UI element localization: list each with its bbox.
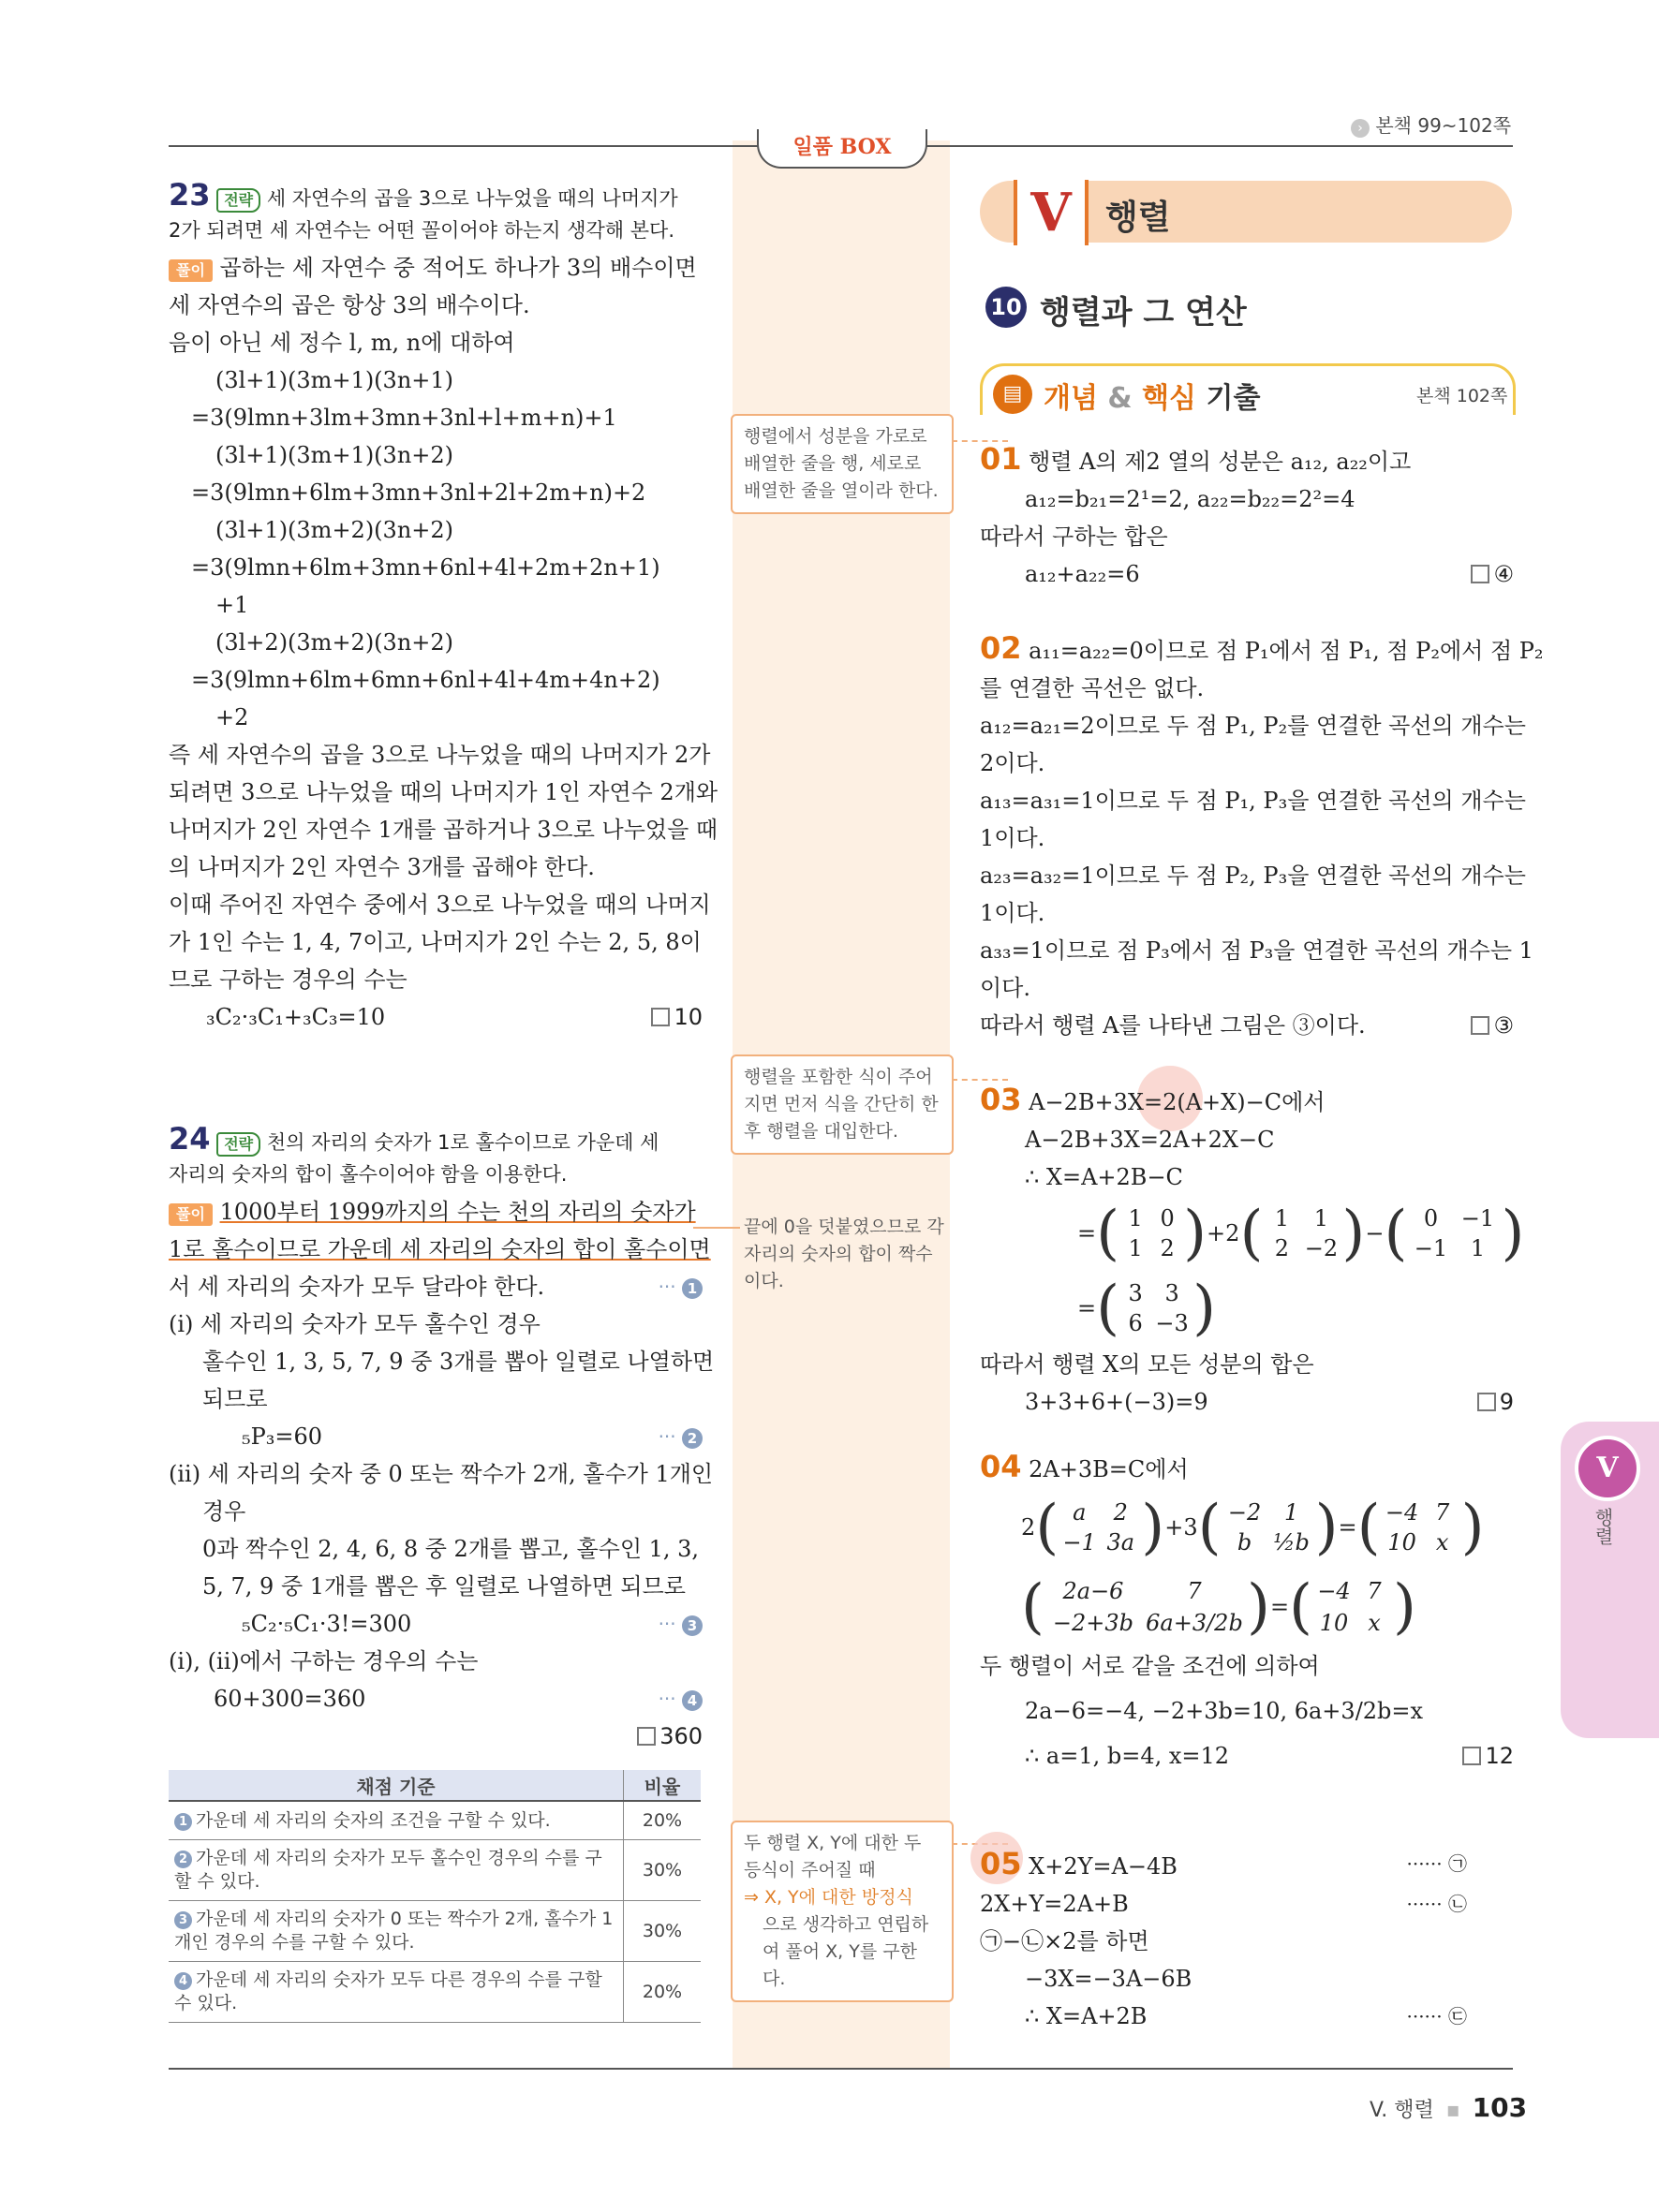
- table-row: [169, 1840, 701, 1901]
- table-row: [169, 1962, 701, 2023]
- q23-line: =3(9lmn+6lm+6mn+6nl+4l+4m+4n+2): [191, 667, 660, 693]
- note-line: 행렬에서 성분을 가로로: [744, 426, 927, 447]
- q24-solution-tag: 풀이: [169, 1203, 213, 1226]
- q23-number: 23: [169, 177, 211, 213]
- q23-line: =3(9lmn+3lm+3mn+3nl+l+m+n)+1: [191, 405, 617, 431]
- q04-matrix-line: 2 ( a 2 −1 3a ) +3 ( −2 1 b ½b ) = ( −4 7 10 x ): [1021, 1493, 1485, 1562]
- q01-answer-value: ④: [1493, 561, 1514, 587]
- q03-matrix-result: 3 3 6 −3: [1128, 1280, 1189, 1336]
- q24-answer: [169, 1718, 703, 1755]
- note-box-system: [731, 1821, 954, 2002]
- q23-strategy-line-2: 2가 되려면 세 자연수는 어떤 꼴이어야 하는지 생각해 본다.: [169, 219, 675, 242]
- note-line: 배열한 줄을 행, 세로로: [744, 453, 922, 474]
- criteria-number-icon: 4: [174, 1972, 192, 1990]
- q23-line: 의 나머지가 2인 자연수 3개를 곱해야 한다.: [169, 854, 595, 880]
- note-line: 지면 먼저 식을 간단히 한: [744, 1094, 939, 1114]
- note-line: 이다.: [744, 1271, 784, 1291]
- q03-line: [980, 1081, 1514, 1121]
- q04-answer-value: 12: [1485, 1743, 1514, 1769]
- q24-marker-3: ··· 3: [659, 1605, 703, 1643]
- note-line: 등식이 주어질 때: [744, 1860, 876, 1880]
- q02-line-text: a₁₁=a₂₂=0이므로 점 P₁에서 점 P₁, 점 P₂에서 점 P₂: [1029, 638, 1544, 664]
- q04-line: [980, 1448, 1514, 1488]
- criteria-number-icon: 1: [174, 1813, 192, 1831]
- q03-line: [980, 1383, 1514, 1421]
- q23-line: 가 1인 수는 1, 4, 7이고, 나머지가 2인 수는 2, 5, 8이: [169, 929, 702, 955]
- q04-number: 04: [980, 1449, 1022, 1484]
- table-row: [169, 1801, 701, 1840]
- q24-strategy-line-2: 자리의 숫자의 합이 홀수이어야 함을 이용한다.: [169, 1163, 568, 1186]
- q04-line-text: ∴ a=1, b=4, x=12: [1025, 1743, 1230, 1769]
- q02-number: 02: [980, 630, 1022, 666]
- note-connector: [693, 1227, 740, 1229]
- q23-line: 즉 세 자연수의 곱을 3으로 나누었을 때의 나머지가 2가: [169, 742, 711, 768]
- criteria-text: 가운데 세 자리의 숫자가 모두 홀수인 경우의 수를 구할 수 있다.: [174, 1848, 602, 1892]
- q23-line: (3l+2)(3m+2)(3n+2): [215, 629, 454, 656]
- q24-line-text: ₅P₃=60: [242, 1423, 323, 1450]
- q23-line: (3l+1)(3m+1)(3n+1): [215, 367, 454, 393]
- ratio-header: 비율: [624, 1770, 702, 1801]
- q04-matrix-rhs: −4 7 10 x: [1317, 1578, 1382, 1636]
- step-marker-icon: 1: [682, 1278, 703, 1299]
- q04-line: 2a−6=−4, −2+3b=10, 6a+3/2b=x: [1025, 1698, 1424, 1724]
- q24-line: 1로 홀수이므로 가운데 세 자리의 숫자의 합이 홀수이면: [169, 1236, 711, 1262]
- q05-label: ······ ㉢: [1406, 2005, 1467, 2028]
- concept-word-3: 기출: [1206, 382, 1261, 415]
- q24-strategy-tag: 전략: [216, 1132, 260, 1157]
- q02-line: a₁₃=a₃₁=1이므로 두 점 P₁, P₃을 연결한 곡선의 개수는: [980, 788, 1526, 814]
- q23-line: 이때 주어진 자연수 중에서 3으로 나누었을 때의 나머지: [169, 892, 711, 918]
- q23-line-text: 곱하는 세 자연수 중 적어도 하나가 3의 배수이면: [219, 255, 697, 281]
- q23-solution-tag: 풀이: [169, 259, 213, 282]
- q24-line: [169, 1418, 703, 1455]
- q04-answer: [1462, 1737, 1514, 1775]
- q02-line: a₂₃=a₃₂=1이므로 두 점 P₂, P₃을 연결한 곡선의 개수는: [980, 863, 1526, 889]
- table-row: [169, 1901, 701, 1962]
- footer-chapter: V. 행렬: [1370, 2099, 1434, 2122]
- q03-matrix-line: = ( 1 0 1 2 ) +2 ( 1 1 2 −2 ) − ( 0 −1 −1 1 ): [1077, 1199, 1525, 1268]
- q24-marker-2: ··· 2: [659, 1418, 703, 1455]
- q23-line: 세 자연수의 곱은 항상 3의 배수이다.: [169, 292, 530, 318]
- q24-answer-value: 360: [659, 1723, 703, 1749]
- q23-strategy-text-1: 세 자연수의 곱을 3으로 나누었을 때의 나머지가: [266, 187, 678, 210]
- q23-final-line: [169, 998, 703, 1036]
- q02-line-text: 따라서 행렬 A를 나타낸 그림은 ③이다.: [980, 1012, 1366, 1039]
- ilpum-box-tab: [757, 129, 927, 169]
- criteria-pct: 20%: [624, 1962, 702, 2023]
- note-line: 으로 생각하고 연립하: [763, 1914, 929, 1935]
- q03-result-matrix-line: = ( 3 3 6 −3 ): [1077, 1274, 1217, 1343]
- note-line: 끝에 0을 덧붙였으므로 각: [744, 1217, 944, 1237]
- footer: [1370, 2092, 1527, 2123]
- q24-line-text: 1000부터 1999까지의 수는 천의 자리의 숫자가: [219, 1199, 696, 1225]
- q23-line: +1: [215, 592, 249, 618]
- q24-line-text: 60+300=360: [214, 1686, 366, 1712]
- q01-line-text: a₁₂+a₂₂=6: [1025, 561, 1140, 587]
- book-reference: [1351, 111, 1511, 138]
- q23-final-expression: ₃C₂·₃C₁+₃C₃=10: [206, 1004, 386, 1030]
- book-reference-text: 본책 99~102쪽: [1375, 114, 1512, 137]
- note-line: 다.: [763, 1969, 786, 1989]
- note-line: 행렬을 포함한 식이 주어: [744, 1067, 933, 1087]
- q05-line-text: X+2Y=A−4B: [1029, 1853, 1178, 1880]
- q05-line: [980, 1845, 1514, 1885]
- q04-matrix-3: −4 7 10 x: [1385, 1499, 1450, 1556]
- section-title: 행렬과 그 연산: [1040, 294, 1247, 332]
- q02-line: 2이다.: [980, 750, 1045, 776]
- answer-box-icon: [651, 1008, 670, 1026]
- concept-word-1: 개념: [1044, 382, 1098, 415]
- q23-line: (3l+1)(3m+2)(3n+2): [215, 517, 454, 543]
- q04-combined-matrix-line: ( 2a−6 7 −2+3b 6a+3/2b ) = ( −4 7 10 x ): [1021, 1572, 1416, 1642]
- q24-strategy-text-1: 천의 자리의 숫자가 1로 홀수이므로 가운데 세: [266, 1131, 659, 1154]
- q03-line-text: A−2B+3X=2(A+X)−C에서: [1029, 1089, 1326, 1115]
- q24-marker-4: ··· 4: [659, 1680, 703, 1718]
- q02-answer-value: ③: [1493, 1012, 1514, 1039]
- q23-line: 되려면 3으로 나누었을 때의 나머지가 1인 자연수 2개와: [169, 779, 718, 805]
- q24-number: 24: [169, 1121, 211, 1157]
- chapter-roman: V: [1014, 180, 1089, 245]
- q24-line-text: ₅C₂·₅C₁·3!=300: [242, 1611, 412, 1637]
- section-number: 10: [985, 287, 1027, 328]
- q05-line-text: 2X+Y=2A+B: [980, 1891, 1129, 1917]
- q02-line: [980, 629, 1544, 670]
- q24-line: (i), (ii)에서 구하는 경우의 수는: [169, 1648, 479, 1674]
- q04-matrix-1: a 2 −1 3a: [1062, 1499, 1135, 1556]
- q23-line: +2: [215, 704, 249, 730]
- q24-line: 경우: [202, 1498, 246, 1525]
- side-chapter-label: 행렬: [1592, 1508, 1614, 1545]
- concept-word-2: 핵심: [1142, 382, 1197, 415]
- question-02: [980, 629, 1544, 1044]
- q24-line-text: 서 세 자리의 숫자가 모두 달라야 한다.: [169, 1274, 545, 1300]
- q24-line: [169, 1680, 703, 1718]
- answer-box-icon: [1471, 565, 1489, 583]
- concept-reference: 본책 102쪽: [1416, 386, 1508, 406]
- grading-criteria-table: [169, 1770, 701, 2023]
- q01-line: [980, 555, 1514, 593]
- q02-answer: [1471, 1007, 1514, 1044]
- concept-amp: &: [1107, 382, 1133, 415]
- note-line: 여 풀어 X, Y를 구한: [763, 1941, 917, 1962]
- criteria-pct: 30%: [624, 1901, 702, 1962]
- criteria-number-icon: 2: [174, 1851, 192, 1868]
- q24-line: 5, 7, 9 중 1개를 뽑은 후 일렬로 나열하면 되므로: [202, 1573, 686, 1600]
- q03-answer-value: 9: [1499, 1389, 1514, 1415]
- q05-line: [980, 1998, 1514, 2035]
- criteria-text: 가운데 세 자리의 숫자의 조건을 구할 수 있다.: [196, 1809, 551, 1831]
- q02-line: a₃₃=1이므로 점 P₃에서 점 P₃을 연결한 곡선의 개수는 1: [980, 937, 1533, 964]
- question-24: [169, 1120, 715, 1755]
- q23-line: 음이 아닌 세 정수 l, m, n에 대하여: [169, 330, 515, 356]
- question-23: [169, 176, 718, 1036]
- q23-line: =3(9lmn+6lm+3mn+3nl+2l+2m+n)+2: [191, 479, 646, 506]
- page-number: 103: [1472, 2092, 1528, 2123]
- bottom-rule: [169, 2068, 1513, 2070]
- question-05: [980, 1845, 1514, 2035]
- note-box-rows-columns: [731, 414, 954, 514]
- criteria-text: 가운데 세 자리의 숫자가 모두 다른 경우의 수를 구할 수 있다.: [174, 1969, 602, 2013]
- q24-line: [169, 1268, 703, 1305]
- q23-line: [169, 249, 703, 287]
- criteria-pct: 20%: [624, 1801, 702, 1840]
- q01-line: a₁₂=b₂₁=2¹=2, a₂₂=b₂₂=2²=4: [1025, 486, 1355, 512]
- q05-line: [980, 1885, 1514, 1923]
- criteria-header: 채점 기준: [169, 1770, 624, 1801]
- step-marker-icon: 2: [682, 1428, 703, 1449]
- question-04: [980, 1448, 1514, 1775]
- note-line: 두 행렬 X, Y에 대한 두: [744, 1833, 922, 1853]
- arrow-circle-icon: ›: [1351, 119, 1370, 138]
- q01-number: 01: [980, 441, 1022, 477]
- q23-line: =3(9lmn+6lm+3mn+6nl+4l+2m+2n+1): [191, 554, 660, 581]
- q03-matrix-2: 1 1 2 −2: [1274, 1205, 1339, 1261]
- q02-line: 1이다.: [980, 900, 1045, 926]
- q03-matrix-1: 1 0 1 2: [1128, 1205, 1175, 1261]
- chapter-title: 행렬: [1105, 199, 1171, 237]
- criteria-pct: 30%: [624, 1840, 702, 1901]
- question-03: [980, 1081, 1525, 1421]
- q05-line: ㉠−㉡×2를 하면: [980, 1928, 1149, 1954]
- q05-number: 05: [980, 1846, 1022, 1881]
- q03-number: 03: [980, 1082, 1022, 1117]
- q23-line: 므로 구하는 경우의 수는: [169, 966, 407, 993]
- concept-heading: [1044, 375, 1260, 416]
- q24-line: 0과 짝수인 2, 4, 6, 8 중 2개를 뽑고, 홀수인 1, 3,: [202, 1536, 700, 1562]
- q01-answer: [1471, 555, 1514, 593]
- q05-line-text: ∴ X=A+2B: [1025, 2003, 1148, 2029]
- question-01: [980, 440, 1514, 593]
- footer-separator: ▪: [1445, 2099, 1460, 2122]
- q02-line: a₁₂=a₂₁=2이므로 두 점 P₁, P₂를 연결한 곡선의 개수는: [980, 713, 1526, 739]
- q23-line: 나머지가 2인 자연수 1개를 곱하거나 3으로 나누었을 때: [169, 817, 718, 843]
- q02-line: 이다.: [980, 975, 1030, 1001]
- q04-matrix-2: −2 1 b ½b: [1227, 1499, 1310, 1556]
- q03-matrix-3: 0 −1 −1 1: [1414, 1205, 1495, 1261]
- note-box-simplify: [731, 1054, 954, 1155]
- q01-line: 따라서 구하는 합은: [980, 524, 1168, 550]
- q24-line: 홀수인 1, 3, 5, 7, 9 중 3개를 뽑아 일렬로 나열하면: [202, 1349, 715, 1375]
- q01-line-text: 행렬 A의 제2 열의 성분은 a₁₂, a₂₂이고: [1029, 449, 1412, 475]
- note-zero-appended: [744, 1214, 950, 1295]
- ilpum-box-label: 일품 BOX: [792, 135, 892, 159]
- note-line: 배열한 줄을 열이라 한다.: [744, 480, 939, 501]
- q03-line: 따라서 행렬 X의 모든 성분의 합은: [980, 1351, 1314, 1378]
- step-marker-icon: 4: [682, 1690, 703, 1711]
- note-line: 자리의 숫자의 합이 짝수: [744, 1244, 933, 1264]
- q23-answer: [651, 998, 703, 1036]
- step-marker-icon: 3: [682, 1615, 703, 1636]
- note-line: 후 행렬을 대입한다.: [744, 1121, 898, 1142]
- answer-box-icon: [1462, 1747, 1481, 1765]
- q24-line: 되므로: [202, 1386, 268, 1412]
- q02-line: 를 연결한 곡선은 없다.: [980, 675, 1205, 701]
- q24-marker-1: ··· 1: [659, 1268, 703, 1305]
- answer-box-icon: [1477, 1393, 1496, 1411]
- q01-line: [980, 440, 1514, 480]
- q05-label: ······ ㉡: [1406, 1893, 1467, 1915]
- q02-line: [980, 1007, 1514, 1044]
- q03-line: ∴ X=A+2B−C: [1025, 1164, 1183, 1190]
- answer-box-icon: [1471, 1016, 1489, 1035]
- book-icon: ▤: [993, 375, 1032, 414]
- side-chapter-roman: V: [1575, 1436, 1640, 1501]
- q24-line: (ii) 세 자리의 숫자 중 0 또는 짝수가 2개, 홀수가 1개인: [169, 1461, 714, 1487]
- q05-label: ······ ㉠: [1406, 1852, 1467, 1875]
- note-line: ⇒ X, Y에 대한 방정식: [744, 1887, 913, 1908]
- q04-line: [980, 1737, 1514, 1775]
- q05-line: −3X=−3A−6B: [1025, 1966, 1192, 1992]
- q24-line: [169, 1193, 703, 1231]
- q24-line: [169, 1605, 703, 1643]
- q02-line: 1이다.: [980, 825, 1045, 851]
- criteria-number-icon: 3: [174, 1911, 192, 1929]
- criteria-text: 가운데 세 자리의 숫자가 0 또는 짝수가 2개, 홀수가 1개인 경우의 수를 구할 수 있다.: [174, 1909, 614, 1953]
- q23-strategy-tag: 전략: [216, 188, 260, 213]
- q03-line: A−2B+3X=2A+2X−C: [1025, 1127, 1275, 1153]
- q23-answer-value: 10: [674, 1004, 703, 1030]
- q03-answer: [1477, 1383, 1514, 1421]
- q23-line: (3l+1)(3m+1)(3n+2): [215, 442, 454, 468]
- q04-line: 두 행렬이 서로 같을 조건에 의하여: [980, 1653, 1320, 1679]
- q04-line-text: 2A+3B=C에서: [1029, 1456, 1189, 1482]
- q24-line: (i) 세 자리의 숫자가 모두 홀수인 경우: [169, 1311, 541, 1337]
- q04-matrix-combined: 2a−6 7 −2+3b 6a+3/2b: [1052, 1578, 1243, 1636]
- q03-line-text: 3+3+6+(−3)=9: [1025, 1389, 1208, 1415]
- answer-box-icon: [637, 1727, 656, 1746]
